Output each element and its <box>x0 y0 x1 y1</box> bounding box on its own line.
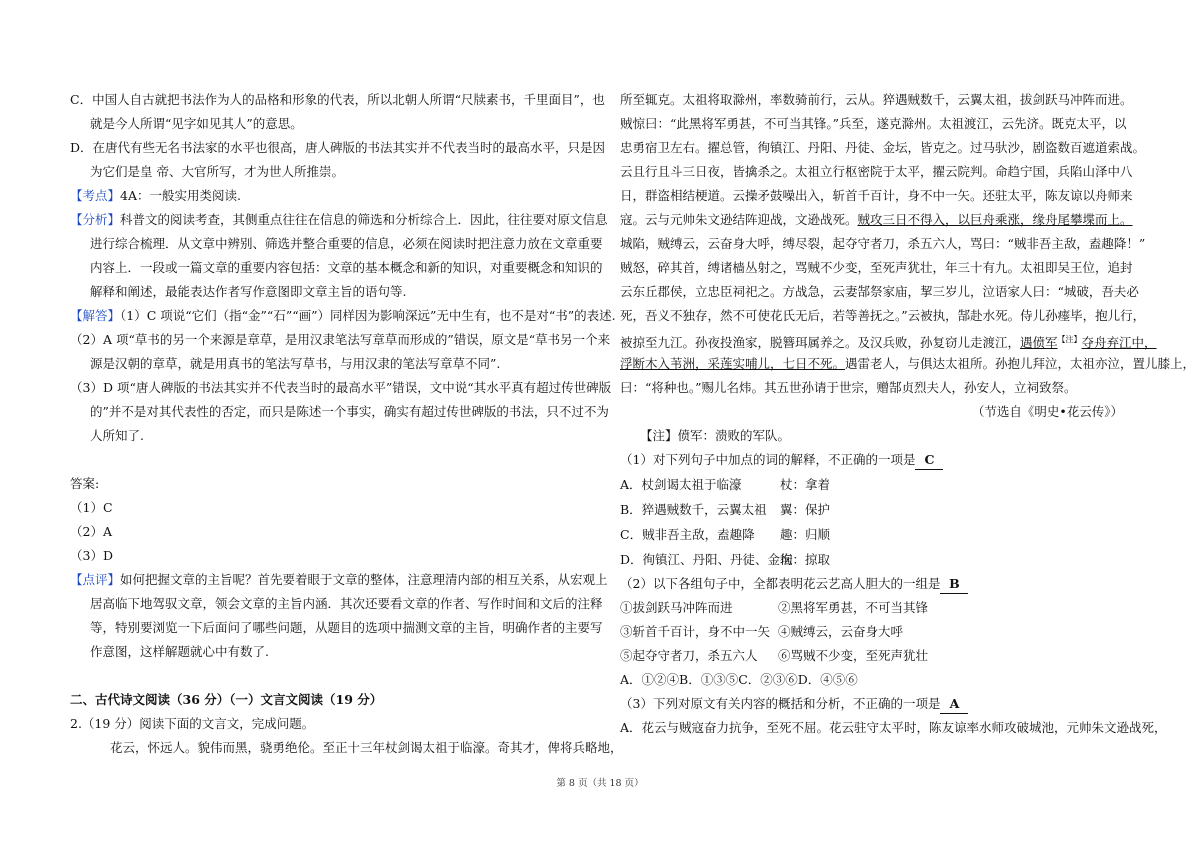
fenxi-line4: 解释和阐述，最能表达作者写作意图即文章主旨的语句等. <box>90 284 407 299</box>
question-1-answer: C <box>915 451 943 470</box>
q1-option-d-label: D．徇镇江、丹阳、丹徒、金坛 <box>620 552 793 567</box>
fenxi-line3: 内容上．一段或一篇文章的重要内容包括：文章的基本概念和新的知识，对重要概念和知识的 <box>90 260 603 275</box>
jieda-line2: （2）A 项“草书的另一个来源是章草，是用汉隶笔法写章草而形成的”错误，原文是“草书另一个来 <box>70 332 611 347</box>
q2-item-4: ④贼缚云，云奋身大呼 <box>778 624 904 639</box>
jieda-text1: （1）C 项说“它们（指“金”“石”“画”）同样因为影响深远”无中生有，也不是对“书”的表述. <box>120 308 616 323</box>
answer-3: （3）D <box>70 548 113 563</box>
passage-line12-underlined2: 夺舟弃江中， <box>1081 335 1157 351</box>
q1-option-d-value: 徇：掠取 <box>780 552 831 567</box>
jieda-line6: 人所知了. <box>90 428 144 443</box>
answer-label: 答案: <box>70 476 100 491</box>
passage-line8: 城陷，贼缚云，云奋身大呼，缚尽裂，起夺守者刀，杀五六人，骂曰：“贼非吾主敌，盍趣降！” <box>620 236 1146 251</box>
q2-item-2: ②黑将军勇甚，不可当其锋 <box>778 600 929 615</box>
left-column <box>70 88 623 760</box>
option-c-line1: C．中国人自古就把书法作为人的品格和形象的代表，所以北朝人所谓“尺牍素书，千里面目”，也 <box>70 92 605 107</box>
passage-note: 【注】偾军：溃败的军队。 <box>640 428 791 443</box>
passage-line11: 死，吾义不独存，然不可使花氏无后，若等善抚之。”云被执，郜赴水死。侍儿孙瘗毕，抱儿行， <box>620 308 1146 323</box>
q1-option-b-value: 翼：保护 <box>780 502 831 517</box>
passage-line12-underlined: 遇偾军 <box>1020 335 1058 351</box>
question-1 <box>620 448 1135 472</box>
jieda-line4: （3）D 项“唐人碑版的书法其实并不代表当时的最高水平”错误，文中说“其水平真有超过传世碑版 <box>70 380 612 395</box>
q2-item-row2 <box>620 620 1135 644</box>
passage-line9: 贼怒，碎其首，缚诸樯丛射之，骂贼不少变，至死声犹壮，年三十有九。太祖即吴王位，追封 <box>620 260 1133 275</box>
q1-option-a-value: 杖：拿着 <box>780 477 831 492</box>
jieda-line1 <box>70 304 616 328</box>
dianping-text1: 如何把握文章的主旨呢？首先要着眼于文章的整体，注意理清内部的相互关系，从宏观上 <box>120 572 608 587</box>
passage-line12 <box>620 328 1157 352</box>
q2-item-5: ⑤起夺守者刀，杀五六人 <box>620 648 758 663</box>
question-3-text: （3）下列对原文有关内容的概括和分析，不正确的一项是 <box>620 696 941 711</box>
fenxi-tag: 【分析】 <box>70 212 121 227</box>
q2-item-1: ①拔剑跃马冲阵而进 <box>620 600 733 615</box>
question-2 <box>620 572 1135 596</box>
page-footer: 第 8 页（共 18 页） <box>556 778 644 789</box>
passage-line13b: 遇雷老人，与俱达太祖所。孙抱儿拜泣，太祖亦泣，置儿膝上， <box>845 356 1196 371</box>
passage-line5: 云且行且斗三日夜，皆擒杀之。太祖立行枢密院于太平，擢云院判。命趋宁国，兵陷山泽中八 <box>620 164 1133 179</box>
passage-line13 <box>620 352 1196 376</box>
option-d-line1: D．在唐代有些无名书法家的水平也很高，唐人碑版的书法其实并不代表当时的最高水平，只是因 <box>70 140 606 155</box>
passage-line7-underlined: 贼攻三日不得入，以巨舟乘涨，缘舟尾攀堞而上。 <box>857 212 1133 227</box>
question-3-answer: A <box>940 695 968 714</box>
section-title: 二、古代诗文阅读（36 分）（一）文言文阅读（19 分） <box>70 692 383 707</box>
passage-source: （节选自《明史•花云传》） <box>971 404 1123 419</box>
jieda-tag: 【解答】 <box>70 308 121 323</box>
passage-line12a: 被掠至九江。孙夜投渔家，脱簪珥属养之。及汉兵败，孙复窃儿走渡江， <box>620 335 1021 351</box>
q1-option-a <box>620 472 1135 497</box>
option-c-line2: 就是今人所谓“见字如见其人”的意思。 <box>90 116 303 131</box>
option-d-line2: 为它们是皇 帝、大官所写，才为世人所推崇。 <box>90 164 344 179</box>
q2-item-3: ③斩首千百计，身不中一矢 <box>620 624 771 639</box>
passage-line1: 花云，怀远人。貌伟而黑，骁勇绝伦。至正十三年杖剑谒太祖于临濠。奇其才，俾将兵略地， <box>110 740 623 755</box>
question-1-text: （1）对下列句子中加点的词的解释，不正确的一项是 <box>620 452 916 467</box>
dianping-line4: 作意图，这样解题就心中有数了. <box>90 644 269 659</box>
question-1-options <box>620 472 1135 572</box>
passage-line2: 所至辄克。太祖将取滁州，率数骑前行，云从。猝遇贼数千，云翼太祖，拔剑跃马冲阵而进。 <box>620 92 1133 107</box>
jieda-line5: 的”并不是对其代表性的否定，而只是陈述一个事实，确实有超过传世碑版的书法，只不过不为 <box>90 404 609 419</box>
answer-2: （2）A <box>70 524 112 539</box>
q2-item-row3 <box>620 644 1135 668</box>
fenxi-line1 <box>70 208 608 232</box>
q3-option-a: A．花云与贼寇奋力抗争，至死不屈。花云驻守太平时，陈友谅率水师攻破城池，元帅朱文逊战死， <box>620 720 1167 735</box>
dianping-tag: 【点评】 <box>70 572 121 587</box>
passage-line6: 日，群盗相结梗道。云操矛鼓噪出入，斩首千百计，身不中一矢。还驻太平，陈友谅以舟师来 <box>620 188 1133 203</box>
q2-item-6: ⑥骂贼不少变，至死声犹壮 <box>778 648 929 663</box>
question-2-header: 2.（19 分）阅读下面的文言文，完成问题。 <box>70 716 315 731</box>
q2-options: A．①②④B．①③⑤C．②③⑥D．④⑤⑥ <box>620 672 858 687</box>
q1-option-d <box>620 547 1135 572</box>
kaodian-text: 4A：一般实用类阅读. <box>120 188 241 203</box>
dianping-line1 <box>70 568 608 592</box>
kaodian-tag: 【考点】 <box>70 188 121 203</box>
q1-option-b-label: B．猝遇贼数千，云翼太祖 <box>620 502 767 517</box>
fenxi-text1: 科普文的阅读考查，其侧重点往往在信息的筛选和分析综合上．因此，往往要对原文信息 <box>120 212 608 227</box>
kaodian-line <box>70 184 595 208</box>
right-column <box>620 88 1196 740</box>
passage-line13-underlined: 浮断木入苇洲，采莲实哺儿，七日不死。 <box>620 356 846 371</box>
q2-item-row1 <box>620 596 1135 620</box>
passage-line14: 曰：“将种也。”赐儿名炜。其五世孙请于世宗，赠郜贞烈夫人，孙安人，立祠致祭。 <box>620 380 1077 395</box>
question-2-answer: B <box>940 575 968 594</box>
question-2-text: （2）以下各组句子中，全都表明花云艺高人胆大的一组是 <box>620 576 941 591</box>
q1-option-c-value: 趣：归顺 <box>780 527 831 542</box>
jieda-line3: 源是汉朝的章草，就是用真书的笔法写草书，与用汉隶的笔法写章草不同”. <box>90 356 501 371</box>
q1-option-c-label: C．贼非吾主敌，盍趣降 <box>620 527 755 542</box>
passage-line7 <box>620 208 1135 232</box>
note-marker: 【注】 <box>1057 335 1082 344</box>
dianping-line3: 等，特别要浏览一下后面问了哪些问题，从题目的选项中揣测文章的主旨，明确作者的主要写 <box>90 620 603 635</box>
q1-option-b <box>620 497 1135 522</box>
fenxi-line2: 进行综合梳理．从文章中辨别、筛选并整合重要的信息，必须在阅读时把注意力放在文章重要 <box>90 236 603 251</box>
q1-option-c <box>620 522 1135 547</box>
passage-line3: 贼惊曰：“此黑将军勇甚，不可当其锋。”兵至，遂克滁州。太祖渡江，云先济。既克太平，以 <box>620 116 1127 131</box>
passage-line7a: 寇。云与元帅朱文逊结阵迎战，文逊战死。 <box>620 212 858 227</box>
dianping-line2: 居高临下地驾驭文章，领会文章的主旨内涵．其次还要看文章的作者、写作时间和文后的注释 <box>90 596 603 611</box>
question-3 <box>620 692 1135 716</box>
answer-1: （1）C <box>70 500 113 515</box>
passage-line10: 云东丘郡侯，立忠臣祠祀之。方战急，云妻郜祭家庙，挈三岁儿，泣语家人曰：“城破，吾夫必 <box>620 284 1139 299</box>
q1-option-a-label: A．杖剑谒太祖于临濠 <box>620 477 742 492</box>
passage-line4: 忠勇宿卫左右。擢总管，徇镇江、丹阳、丹徒、金坛，皆克之。过马驮沙，剧盗数百遮道索战。 <box>620 140 1146 155</box>
